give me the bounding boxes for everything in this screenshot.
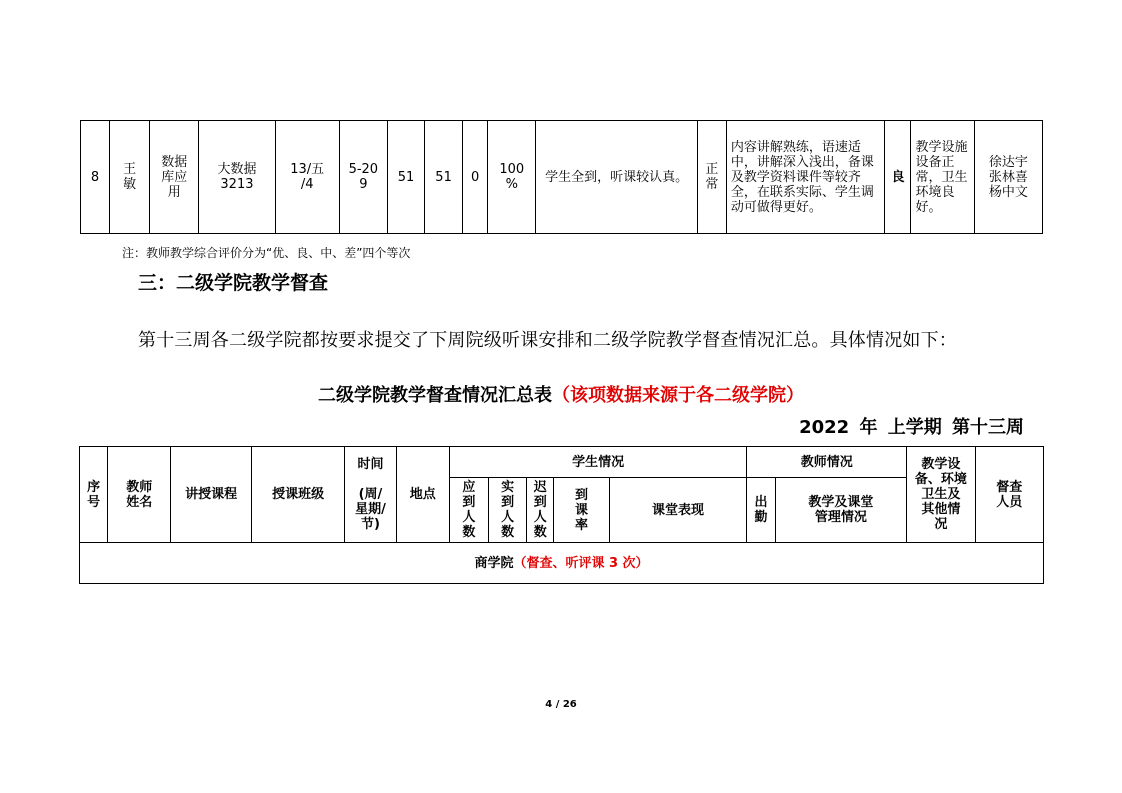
- header-supervisors: 督查 人员: [975, 447, 1043, 543]
- header-teacher: 教师 姓名: [108, 447, 171, 543]
- page-number: 4 / 26: [545, 699, 577, 710]
- summary-paragraph: 第十三周各二级学院都按要求提交了下周院级听课安排和二级学院教学督查情况汇总。具体情况如下：: [138, 330, 957, 351]
- cell-actual: 51: [425, 121, 463, 234]
- cell-supervisors: 徐达宇 张林喜 杨中文: [974, 121, 1042, 234]
- header-actual: 实 到 人 数: [489, 478, 527, 543]
- header-teacher-group: 教师情况: [747, 447, 907, 478]
- cell-rate: 100 %: [488, 121, 536, 234]
- header-class: 授课班级: [251, 447, 344, 543]
- table-row: [81, 121, 1043, 234]
- header-row-1: [80, 447, 1044, 478]
- cell-facility: 教学设施设备正常，卫生环境良好。: [911, 121, 974, 234]
- header-time: 时间 (周/ 星期/ 节): [345, 447, 396, 543]
- cell-late: 0: [463, 121, 488, 234]
- cell-management: 内容讲解熟练，语速适中，讲解深入浅出，备课及教学资料课件等较齐全，在联系实际、学生调动可做得更好。: [726, 121, 884, 234]
- header-rate: 到 课 率: [554, 478, 609, 543]
- cell-grade: 良: [885, 121, 911, 234]
- header-management: 教学及课堂 管理情况: [775, 478, 907, 543]
- college-cell: [80, 543, 1044, 584]
- previous-table: [80, 120, 1043, 234]
- header-no: 序 号: [80, 447, 108, 543]
- summary-table: [79, 446, 1044, 584]
- header-facility: 教学设 备、环境 卫生及 其他情 况: [907, 447, 975, 543]
- term-label: 2022 年 上学期 第十三周: [799, 417, 1024, 438]
- cell-place: 5-20 9: [339, 121, 387, 234]
- header-student-group: 学生情况: [449, 447, 747, 478]
- cell-class: 大数据 3213: [199, 121, 275, 234]
- cell-no: 8: [81, 121, 110, 234]
- cell-performance: 学生全到，听课较认真。: [536, 121, 698, 234]
- college-row: [80, 543, 1044, 584]
- table-title-note: （该项数据来源于各二级学院）: [552, 385, 804, 406]
- header-should: 应 到 人 数: [449, 478, 488, 543]
- header-course: 讲授课程: [171, 447, 251, 543]
- evaluation-note: 注：教师教学综合评价分为“优、良、中、差”四个等次: [122, 246, 411, 260]
- college-name: 商学院: [474, 555, 514, 571]
- cell-course: 数据 库应 用: [150, 121, 199, 234]
- header-late: 迟 到 人 数: [527, 478, 554, 543]
- cell-attendance: 正 常: [697, 121, 726, 234]
- section-title: 三：二级学院教学督查: [138, 272, 329, 294]
- cell-should: 51: [387, 121, 424, 234]
- header-place: 地点: [396, 447, 449, 543]
- college-note: （督查、听评课 3 次）: [513, 555, 649, 571]
- table-title: [0, 381, 1122, 407]
- header-performance: 课堂表现: [609, 478, 747, 543]
- cell-time: 13/五 /4: [275, 121, 339, 234]
- cell-teacher: 王 敏: [110, 121, 150, 234]
- table-title-text: 二级学院教学督查情况汇总表: [318, 385, 552, 406]
- header-attendance: 出 勤: [747, 478, 775, 543]
